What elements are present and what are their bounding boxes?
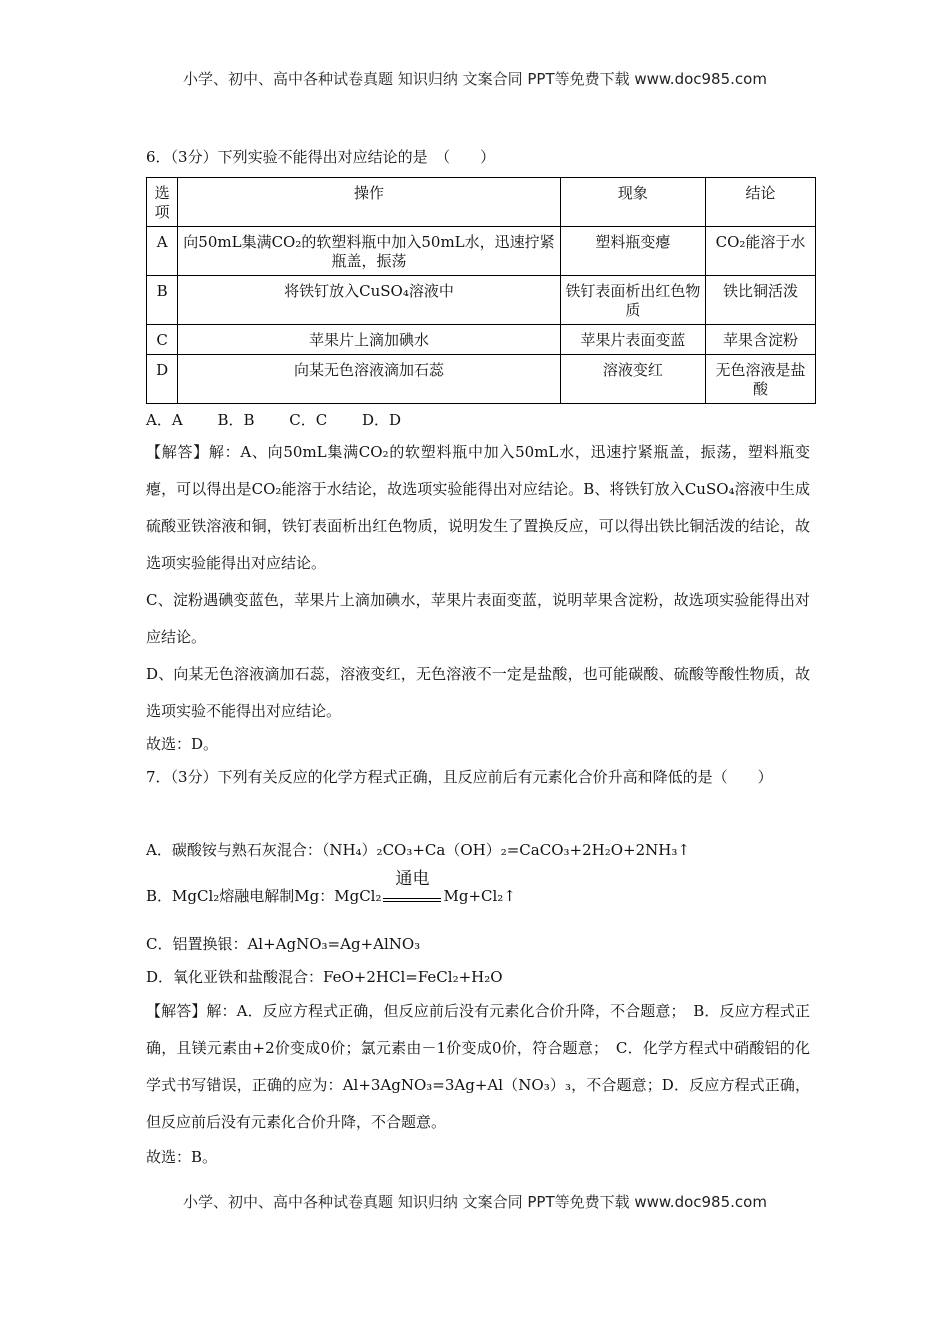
choice-b-suffix: Mg+Cl₂↑ <box>443 887 516 905</box>
header-conclusion: 结论 <box>705 178 815 227</box>
q7-choice-c: C．铝置换银：Al+AgNO₃=Ag+AlNO₃ <box>146 935 421 953</box>
q7-choice-a: A．碳酸铵与熟石灰混合：（NH₄）₂CO₃+Ca（OH）₂=CaCO₃+2H₂O+2NH₃↑ <box>146 841 690 859</box>
double-line-sign <box>383 898 441 902</box>
table-row <box>147 325 816 355</box>
q6-choices <box>146 410 431 430</box>
header-option: 选项 <box>147 178 178 227</box>
row-conclusion: CO₂能溶于水 <box>705 227 815 276</box>
header-operation: 操作 <box>178 178 560 227</box>
choice-c: C．C <box>289 411 328 429</box>
row-option: C <box>147 325 178 355</box>
q7-answer: 故选：B。 <box>146 1148 218 1166</box>
row-phenomenon: 铁钉表面析出红色物质 <box>560 276 705 325</box>
q6-analysis-3: D、向某无色溶液滴加石蕊，溶液变红，无色溶液不一定是盐酸，也可能碳酸、硫酸等酸性物质，故选项实验不能得出对应结论。 <box>146 665 810 720</box>
table-row <box>147 355 816 404</box>
header-phenomenon: 现象 <box>560 178 705 227</box>
row-phenomenon: 塑料瓶变瘪 <box>560 227 705 276</box>
row-operation: 向50mL集满CO₂的软塑料瓶中加入50mL水，迅速拧紧瓶盖，振荡 <box>178 227 560 276</box>
row-conclusion: 铁比铜活泼 <box>705 276 815 325</box>
choice-d: D．D <box>362 411 402 429</box>
choice-b-prefix: B．MgCl₂熔融电解制Mg：MgCl₂ <box>146 887 382 905</box>
row-conclusion: 苹果含淀粉 <box>705 325 815 355</box>
page-header-banner: 小学、初中、高中各种试卷真题 知识归纳 文案合同 PPT等免费下载 www.doc985.com <box>183 70 767 88</box>
q7-choice-b <box>146 869 516 906</box>
row-conclusion: 无色溶液是盐酸 <box>705 355 815 404</box>
table-row <box>147 227 816 276</box>
page-footer-banner: 小学、初中、高中各种试卷真题 知识归纳 文案合同 PPT等免费下载 www.doc985.com <box>183 1193 767 1211</box>
q7-choice-d: D．氧化亚铁和盐酸混合：FeO+2HCl=FeCl₂+H₂O <box>146 968 503 986</box>
row-phenomenon: 溶液变红 <box>560 355 705 404</box>
row-option: D <box>147 355 178 404</box>
row-operation: 将铁钉放入CuSO₄溶液中 <box>178 276 560 325</box>
q6-answer: 故选：D。 <box>146 735 219 753</box>
row-option: A <box>147 227 178 276</box>
condition-label: 通电 <box>395 869 430 889</box>
q7-analysis: 【解答】解：A．反应方程式正确，但反应前后没有元素化合价升降，不合题意； B．反应方程式正确，且镁元素由+2价变成0价；氯元素由－1价变成0价，符合题意； C．化学方程式中硝酸铝的化学式书写错误，正确的应为：Al+3AgNO₃=3Ag+Al（NO₃）₃，不合题意；D．反应方程式正确，但反应前后没有元素化合价升降，不合题意。 <box>146 1002 810 1131</box>
q6-analysis-1: 【解答】解：A、向50mL集满CO₂的软塑料瓶中加入50mL水，迅速拧紧瓶盖，振荡，塑料瓶变瘪，可以得出是CO₂能溶于水结论，故选项实验能得出对应结论。B、将铁钉放入CuSO₄溶液中生成硫酸亚铁溶液和铜，铁钉表面析出红色物质，说明发生了置换反应，可以得出铁比铜活泼的结论，故选项实验能得出对应结论。 <box>146 443 810 572</box>
table-header-row <box>147 178 816 227</box>
choice-a: A．A <box>146 411 183 429</box>
row-option: B <box>147 276 178 325</box>
electrolysis-condition <box>381 869 443 906</box>
row-operation: 向某无色溶液滴加石蕊 <box>178 355 560 404</box>
q6-experiment-table <box>146 177 816 404</box>
q7-stem: 7．（3分）下列有关反应的化学方程式正确，且反应前后有元素化合价升高和降低的是（ ） <box>146 768 773 786</box>
choice-b: B．B <box>217 411 255 429</box>
row-operation: 苹果片上滴加碘水 <box>178 325 560 355</box>
q6-analysis-2: C、淀粉遇碘变蓝色，苹果片上滴加碘水，苹果片表面变蓝，说明苹果含淀粉，故选项实验能得出对应结论。 <box>146 591 810 646</box>
row-phenomenon: 苹果片表面变蓝 <box>560 325 705 355</box>
q6-stem: 6．（3分）下列实验不能得出对应结论的是 （ ） <box>146 148 496 166</box>
table-row <box>147 276 816 325</box>
